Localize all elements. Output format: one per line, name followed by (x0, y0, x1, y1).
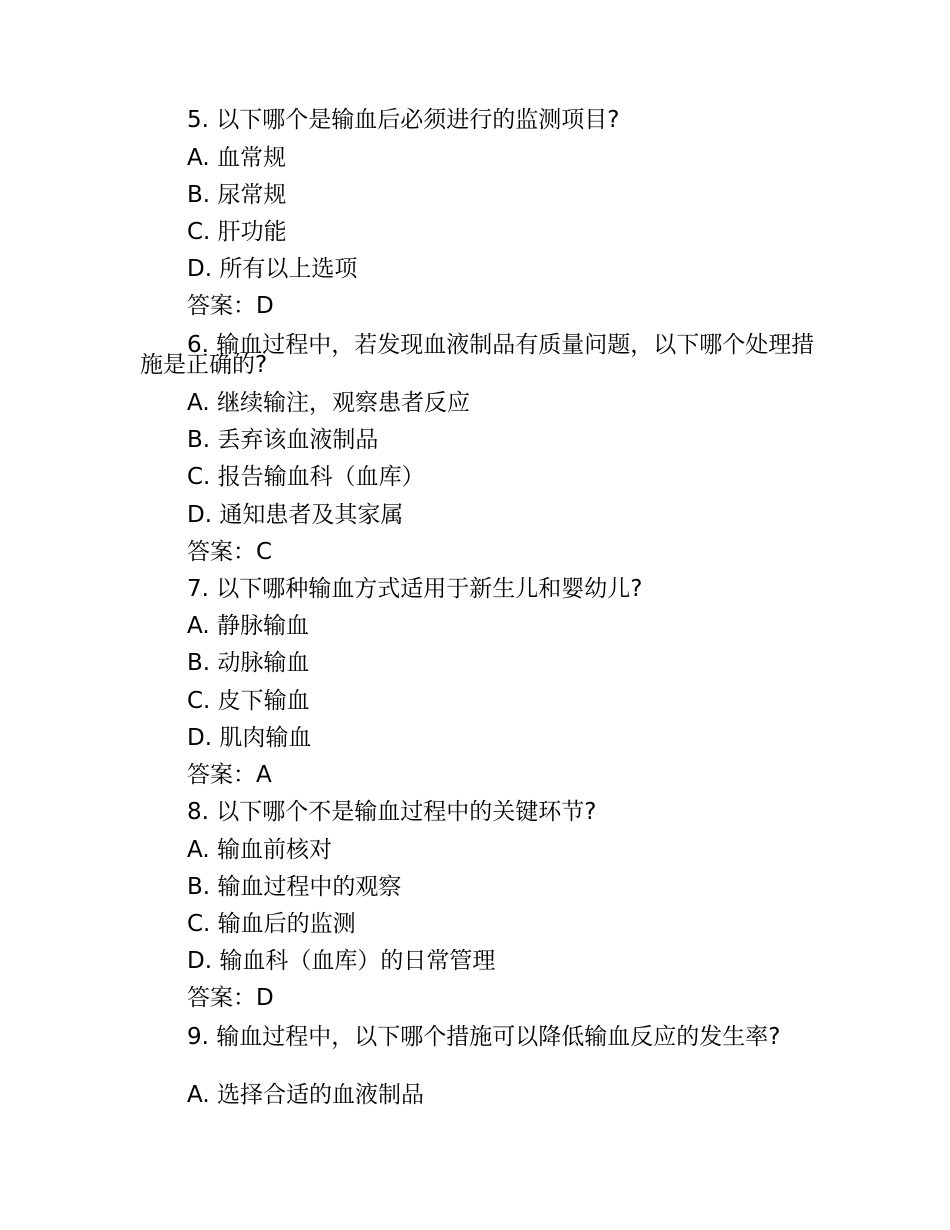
question-7-option-d: D. 肌肉输血 (187, 725, 312, 751)
question-8-option-b: B. 输血过程中的观察 (187, 874, 402, 900)
question-8-option-d: D. 输血科（血库）的日常管理 (187, 948, 496, 974)
question-5-text: 5. 以下哪个是输血后必须进行的监测项目? (187, 107, 620, 133)
question-9-text: 9. 输血过程中，以下哪个措施可以降低输血反应的发生率? (187, 1024, 781, 1050)
question-6-option-a: A. 继续输注，观察患者反应 (187, 390, 470, 416)
question-7-option-c: C. 皮下输血 (187, 688, 310, 714)
question-7-option-a: A. 静脉输血 (187, 613, 309, 639)
question-9-option-a: A. 选择合适的血液制品 (187, 1082, 424, 1108)
question-7-answer: 答案：A (187, 762, 272, 788)
question-6-option-b: B. 丢弃该血液制品 (187, 427, 379, 453)
question-5-option-b: B. 尿常规 (187, 182, 287, 208)
question-5-option-a: A. 血常规 (187, 145, 286, 171)
question-5-answer: 答案：D (187, 293, 274, 319)
question-8-option-a: A. 输血前核对 (187, 837, 332, 863)
question-7-option-b: B. 动脉输血 (187, 650, 310, 676)
question-8-option-c: C. 输血后的监测 (187, 911, 356, 937)
question-8-answer: 答案：D (187, 985, 274, 1011)
question-5-option-c: C. 肝功能 (187, 219, 287, 245)
question-6-answer: 答案：C (187, 539, 273, 565)
question-5-option-d: D. 所有以上选项 (187, 256, 358, 282)
question-8-text: 8. 以下哪个不是输血过程中的关键环节? (187, 799, 597, 825)
question-7-text: 7. 以下哪种输血方式适用于新生儿和婴幼儿? (187, 576, 643, 602)
question-6-text: 6. 输血过程中，若发现血液制品有质量问题，以下哪个处理措施是正确的? (140, 332, 815, 378)
question-6-option-c: C. 报告输血科（血库） (187, 464, 425, 490)
question-6-option-d: D. 通知患者及其家属 (187, 502, 404, 528)
